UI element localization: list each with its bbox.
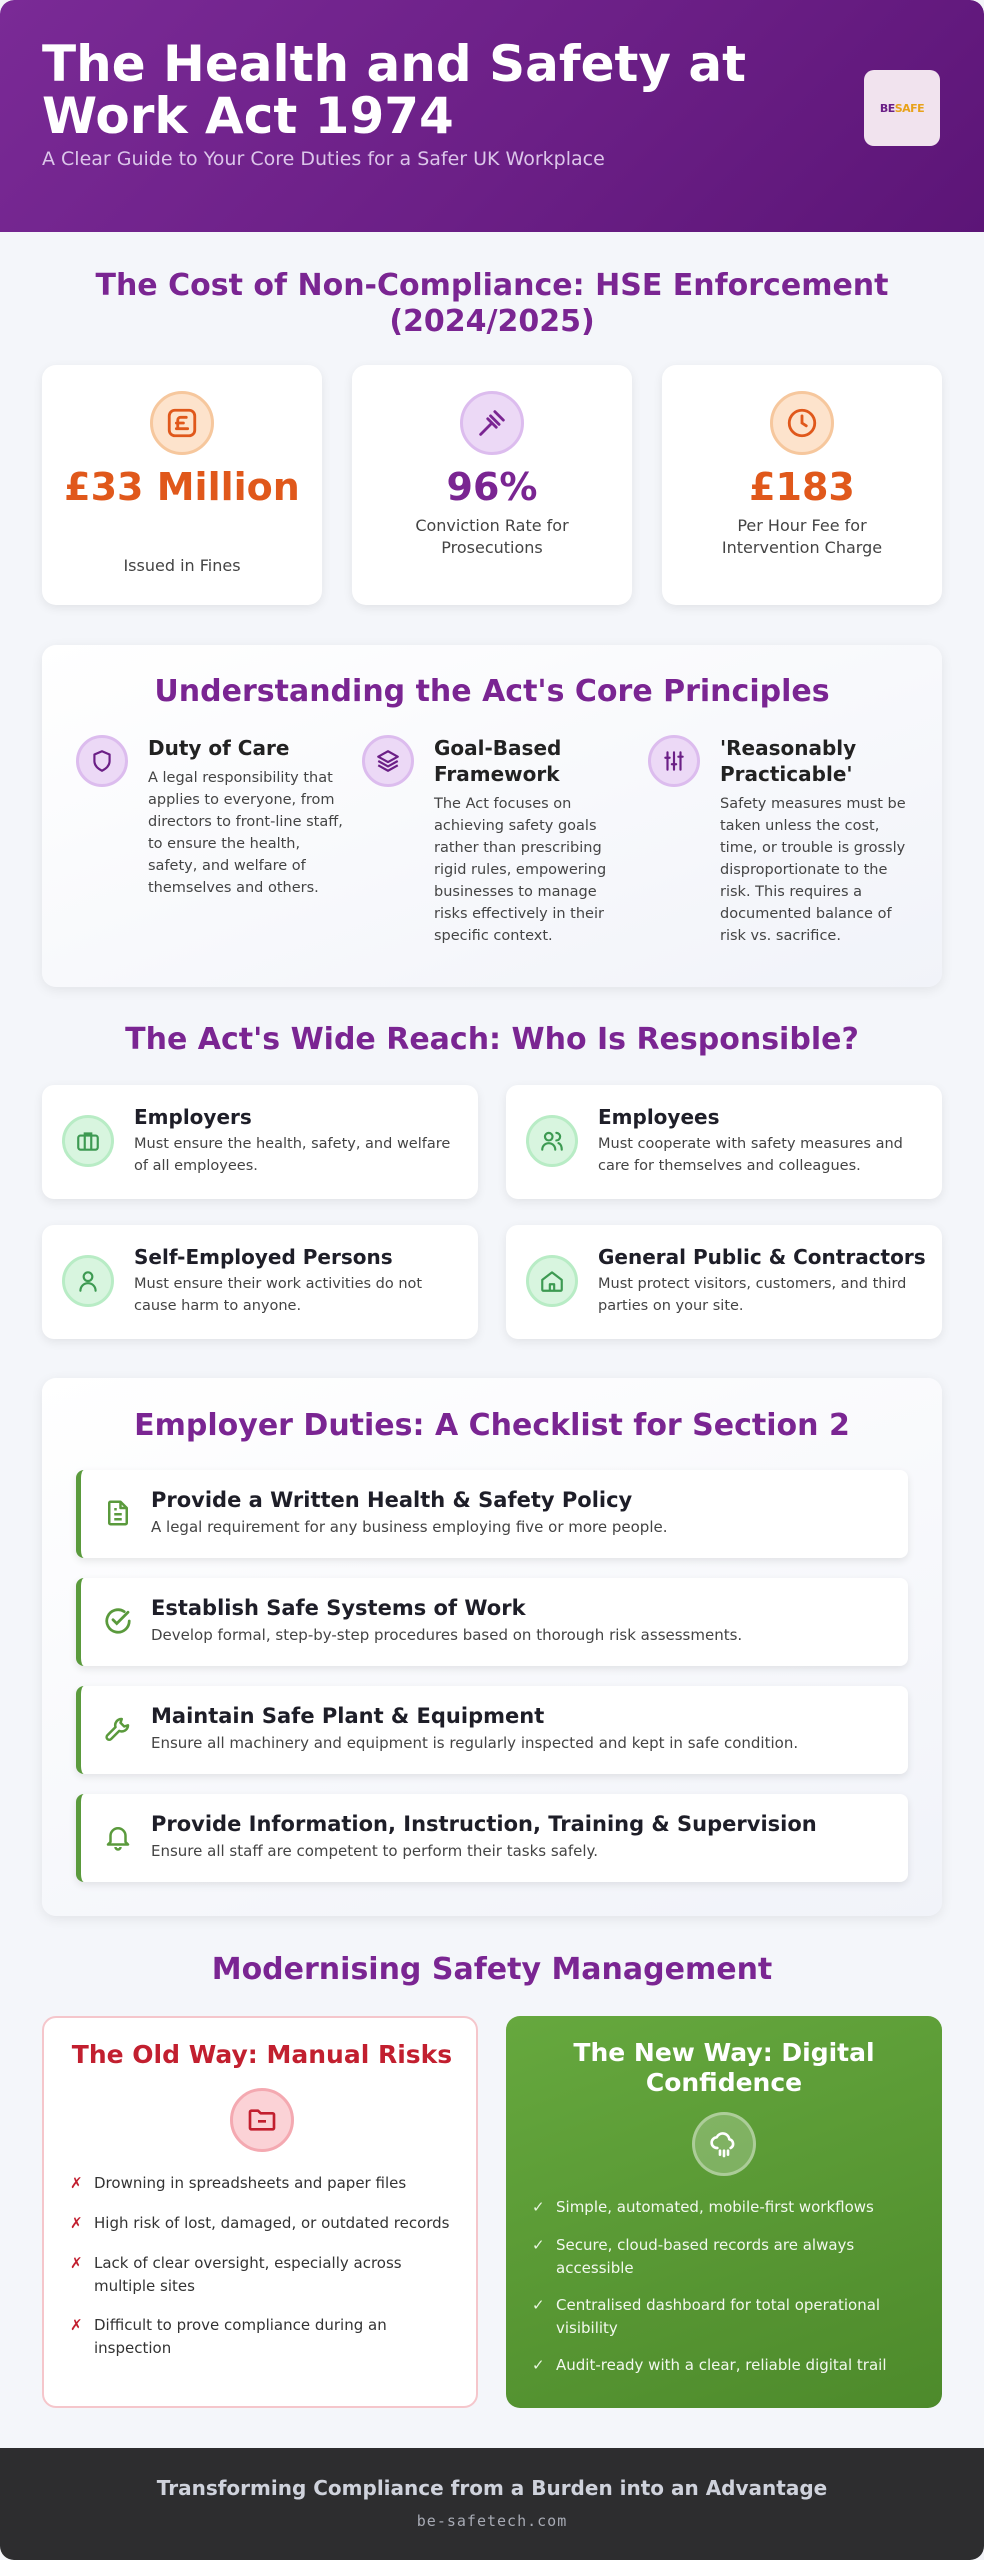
logo-text: BESAFE	[879, 101, 925, 115]
responsible-public-contractors	[506, 1225, 942, 1339]
shield-icon	[76, 735, 128, 787]
checklist-item-safe-systems	[76, 1578, 908, 1666]
responsible-text: Must ensure their work activities do not cause harm to anyone.	[134, 1276, 423, 1314]
clock-icon	[770, 391, 834, 455]
checklist-section-title: Employer Duties: A Checklist for Section 2	[134, 1408, 850, 1443]
check-icon: ✓	[532, 2236, 545, 2254]
checklist-text: Ensure all staff are competent to perform their tasks safely.	[151, 1842, 599, 1860]
cloud-icon	[692, 2112, 756, 2176]
responsible-title: Self-Employed Persons	[134, 1245, 393, 1269]
new-way-card: The New Way: Digital Confidence ✓ Simple, automated, mobile-first workflows ✓ Secure, cloud-based records are always accessible ✓ Centralised dashboard for total operational visibility ✓ Audit-ready with a clear, reliable digital trail	[506, 2016, 942, 2408]
checklist-title: Provide Information, Instruction, Training & Supervision	[151, 1812, 817, 1836]
brand-logo[interactable]	[864, 70, 940, 146]
checklist-text: Ensure all machinery and equipment is regularly inspected and kept in safe condition.	[151, 1734, 799, 1752]
cross-icon: ✗	[70, 2174, 83, 2192]
stat-card-fines	[42, 365, 322, 605]
checklist-title: Maintain Safe Plant & Equipment	[151, 1704, 545, 1728]
stat-card-conviction-rate	[352, 365, 632, 605]
stat-label: Issued in Fines	[123, 556, 241, 575]
stat-label: Conviction Rate for Prosecutions	[415, 516, 569, 557]
responsible-self-employed	[42, 1225, 478, 1339]
responsible-text: Must ensure the health, safety, and welfare of all employees.	[134, 1136, 451, 1174]
reach-section-title: The Act's Wide Reach: Who Is Responsible?	[125, 1022, 859, 1057]
header-banner	[0, 0, 984, 232]
cross-icon: ✗	[70, 2254, 83, 2272]
stat-card-intervention-fee	[662, 365, 942, 605]
cross-icon: ✗	[70, 2316, 83, 2334]
footer-website-link[interactable]: be-safetech.com	[416, 2512, 568, 2530]
old-way-title: The Old Way: Manual Risks	[71, 2040, 453, 2069]
checklist-text: A legal requirement for any business employing five or more people.	[151, 1518, 668, 1536]
enforcement-section-title: The Cost of Non-Compliance: HSE Enforcement (2024/2025)	[95, 268, 889, 339]
wrench-icon	[101, 1712, 135, 1746]
check-icon: ✓	[532, 2296, 545, 2314]
check-icon: ✓	[532, 2356, 545, 2374]
check-circle-icon	[101, 1604, 135, 1638]
principle-text: Safety measures must be taken unless the cost, time, or trouble is grossly disproportionate to the risk. This requires a documented balance of risk vs. sacrifice.	[720, 796, 906, 944]
check-icon: ✓	[532, 2198, 545, 2216]
page-subtitle: A Clear Guide to Your Core Duties for a Safer UK Workplace	[42, 148, 605, 170]
footer	[0, 2448, 984, 2560]
responsible-title: Employees	[598, 1105, 720, 1129]
stat-value: 96%	[446, 465, 538, 509]
document-icon	[101, 1496, 135, 1530]
responsible-title: Employers	[134, 1105, 252, 1129]
gavel-icon	[460, 391, 524, 455]
principle-text: A legal responsibility that applies to everyone, from directors to front-line staff, to ensure the health, safety, and welfare of themselves and others.	[148, 770, 343, 896]
new-way-title: The New Way: Digital Confidence	[573, 2038, 875, 2097]
principle-text: The Act focuses on achieving safety goals rather than prescribing rigid rules, empowering businesses to manage risks effectively in their specific context.	[434, 796, 607, 944]
bell-icon	[101, 1820, 135, 1854]
pound-icon	[150, 391, 214, 455]
folder-icon	[230, 2088, 294, 2152]
checklist-item-training	[76, 1794, 908, 1882]
user-icon	[62, 1255, 114, 1307]
stat-value: £183	[749, 465, 855, 509]
page-title: The Health and Safety at Work Act 1974	[42, 35, 747, 145]
layers-icon	[362, 735, 414, 787]
responsible-text: Must protect visitors, customers, and third parties on your site.	[598, 1276, 907, 1314]
responsible-text: Must cooperate with safety measures and care for themselves and colleagues.	[598, 1136, 903, 1174]
responsible-employers	[42, 1085, 478, 1199]
checklist-item-policy	[76, 1470, 908, 1558]
old-way-card: The Old Way: Manual Risks ✗ Drowning in spreadsheets and paper files ✗ High risk of lost, damaged, or outdated records ✗ Lack of clear oversight, especially across multiple sites ✗ Difficult to prove compliance during an inspection	[42, 2016, 478, 2408]
cross-icon: ✗	[70, 2214, 83, 2232]
briefcase-icon	[62, 1115, 114, 1167]
modernising-section-title: Modernising Safety Management	[211, 1952, 773, 1987]
principle-title: 'Reasonably Practicable'	[720, 736, 857, 786]
principles-section-title: Understanding the Act's Core Principles	[154, 674, 830, 709]
principle-title: Duty of Care	[148, 736, 290, 760]
sliders-icon	[648, 735, 700, 787]
footer-tagline: Transforming Compliance from a Burden into an Advantage	[156, 2476, 828, 2500]
checklist-text: Develop formal, step-by-step procedures based on thorough risk assessments.	[151, 1626, 743, 1644]
responsible-title: General Public & Contractors	[598, 1245, 926, 1269]
stat-value: £33 Million	[64, 465, 300, 509]
principle-title: Goal-Based Framework	[434, 736, 562, 786]
responsible-employees	[506, 1085, 942, 1199]
stat-label: Per Hour Fee for Intervention Charge	[721, 516, 883, 557]
checklist-title: Provide a Written Health & Safety Policy	[151, 1488, 633, 1512]
users-icon	[526, 1115, 578, 1167]
checklist-item-equipment	[76, 1686, 908, 1774]
checklist-title: Establish Safe Systems of Work	[151, 1596, 526, 1620]
home-icon	[526, 1255, 578, 1307]
